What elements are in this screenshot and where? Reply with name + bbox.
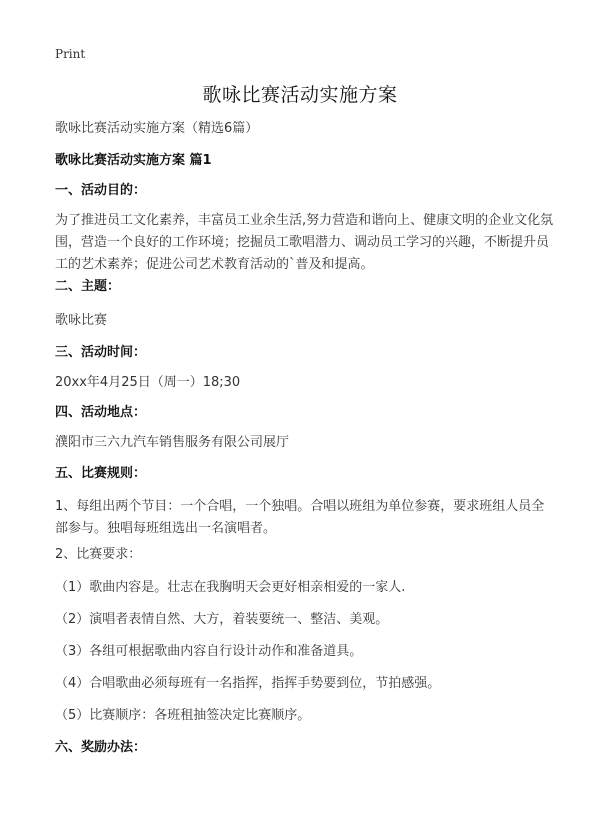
heading-rules: 五、比赛规则： [55,466,147,481]
heading-theme: 二、主题： [55,279,121,294]
heading-awards: 六、奖励办法： [55,740,147,755]
heading-location: 四、活动地点： [55,405,147,420]
theme-text: 歌咏比赛 [55,313,108,328]
heading-purpose: 一、活动目的： [55,183,147,198]
rule-1-paragraph: 1、每组出两个节目：一个合唱，一个独唱。合唱以班组为单位参赛，要求班组人员全部参与。独唱每班组选出一名演唱者。 [55,499,545,536]
time-text: 20xx年4月25日（周一）18;30 [55,375,241,390]
requirement-4: （4）合唱歌曲必须每班有一名指挥，指挥手势要到位，节拍感强。 [55,676,441,691]
location-text: 濮阳市三六九汽车销售服务有限公司展厅 [55,435,290,450]
document-subtitle: 歌咏比赛活动实施方案（精选6篇） [55,121,259,136]
purpose-paragraph: 为了推进员工文化素养，丰富员工业余生活,努力营造和谐向上、健康文明的企业文化氛围，营造一个良好的工作环境；挖掘员工歌唱潜力、调动员工学习的兴趣，不断提升员工的艺术素养；促进公司艺术教育活动的`普及和提高。 [55,213,554,272]
print-label: Print [55,47,86,61]
requirement-3: （3）各组可根据歌曲内容自行设计动作和准备道具。 [55,644,363,659]
section-title: 歌咏比赛活动实施方案 篇1 [55,153,212,168]
document-title: 歌咏比赛活动实施方案 [202,84,398,106]
heading-time: 三、活动时间： [55,345,147,360]
requirement-2: （2）演唱者表情自然、大方，着装要统一、整洁、美观。 [55,612,389,627]
rule-2-text: 2、比赛要求： [55,547,142,562]
requirement-1: （1）歌曲内容是。壮志在我胸明天会更好相亲相爱的一家人. [55,580,406,595]
requirement-5: （5）比赛顺序：各班租抽签决定比赛顺序。 [55,708,311,723]
